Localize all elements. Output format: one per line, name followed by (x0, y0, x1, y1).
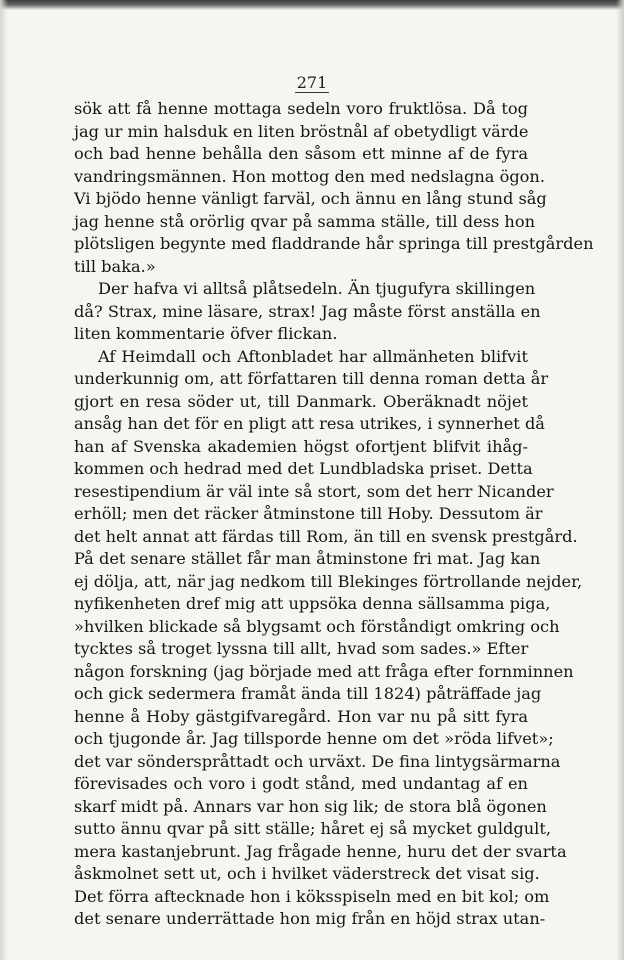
text-line: underkunnig om, att författaren till denna roman detta år (74, 369, 549, 388)
body-text (74, 98, 594, 931)
text-line: henne å Hoby gästgifvaregård. Hon var nu på sitt fyra (74, 706, 528, 726)
text-line: kommen och hedrad med det Lundbladska priset. Detta (74, 459, 533, 478)
text-line: »hvilken blickade så blygsamt och förståndigt omkring och (74, 616, 560, 636)
text-line: det helt annat att färdas till Rom, än till en svensk prestgård. (74, 526, 578, 546)
text-line: nyfikenheten dref mig att uppsöka denna sällsamma piga, (74, 594, 551, 613)
page-number (0, 73, 624, 92)
text-line: Af Heimdall och Aftonbladet har allmänheten blifvit (98, 346, 528, 366)
text-line: jag henne stå orörlig qvar på samma ställe, till dess hon (74, 211, 536, 231)
scan-right-edge (616, 0, 624, 960)
text-line: då? Strax, mine läsare, strax! Jag måste först anställa en (74, 301, 541, 321)
scan-top-shadow (0, 0, 624, 10)
text-line: vandringsmännen. Hon mottog den med nedslagna ögon. (74, 166, 545, 186)
text-line: sök att få henne mottaga sedeln voro fruktlösa. Då tog (74, 99, 528, 118)
text-line: ansåg han det för en pligt att resa utrikes, i synnerhet då (74, 414, 545, 433)
text-line: till baka.» (74, 256, 156, 276)
text-line: Det förra aftecknade hon i köksspiseln med en bit kol; om (74, 886, 550, 906)
text-line: ej dölja, att, när jag nedkom till Blekinges förtrollande nejder, (74, 571, 583, 591)
text-line: och tjugonde år. Jag tillsporde henne om det »röda lifvet»; (74, 729, 554, 748)
text-line: På det senare stället får man åtminstone fri mat. Jag kan (74, 549, 541, 568)
text-line: tycktes så troget lyssna till allt, hvad som sades.» Efter (74, 639, 529, 658)
scan-left-edge (0, 0, 8, 960)
text-line: och bad henne behålla den såsom ett minne af de fyra (74, 144, 528, 163)
text-line: sutto ännu qvar på sitt ställe; håret ej så mycket guldgult, (74, 819, 551, 838)
text-line: jag ur min halsduk en liten bröstnål af obetydligt värde (74, 121, 529, 141)
text-line: liten kommentarie öfver flickan. (74, 324, 338, 343)
text-line: skarf midt på. Annars var hon sig lik; de stora blå ögonen (74, 796, 547, 816)
text-line: förevisades och voro i godt stånd, med undantag af en (74, 774, 528, 793)
page-number-value: 271 (296, 73, 328, 92)
text-line: det var sönderspråttadt och urväxt. De fina lintygsärmarna (74, 751, 561, 771)
text-line: resestipendium är väl inte så stort, som det herr Nicander (74, 481, 554, 501)
text-line: Vi bjödo henne vänligt farväl, och ännu en lång stund såg (74, 189, 547, 208)
text-line: erhöll; men det räcker åtminstone till Hoby. Dessutom är (74, 504, 543, 523)
text-line: och gick sedermera framåt ända till 1824) påträffade jag (74, 684, 542, 703)
text-line: åskmolnet sett ut, och i hvilket väderstreck det visat sig. (74, 864, 540, 883)
text-line: gjort en resa söder ut, till Danmark. Oberäknadt nöjet (74, 391, 528, 411)
text-line: Der hafva vi alltså plåtsedeln. Än tjugufyra skillingen (98, 279, 536, 298)
text-line: plötsligen begynte med fladdrande hår springa till prestgården (74, 234, 594, 253)
text-line: mera kastanjebrunt. Jag frågade henne, huru det der svarta (74, 841, 567, 861)
text-line: han af Svenska akademien högst ofortjent blifvit ihåg- (74, 436, 528, 456)
text-line: någon forskning (jag började med att fråga efter fornminnen (74, 661, 574, 681)
text-line: det senare underrättade hon mig från en höjd strax utan- (74, 909, 546, 928)
